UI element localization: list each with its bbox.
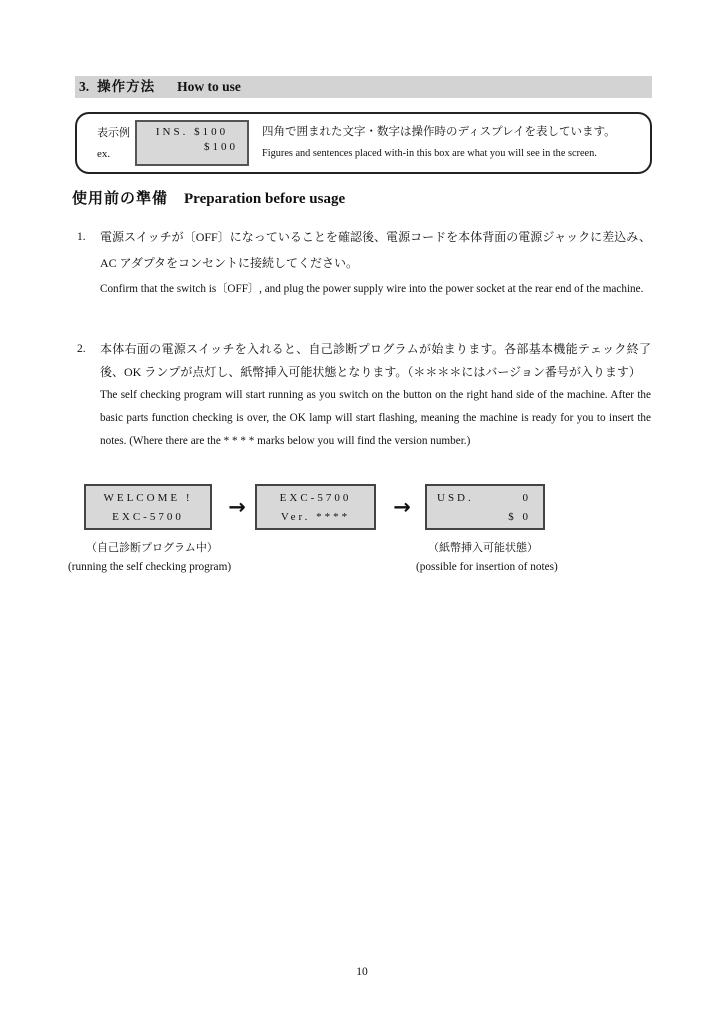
section-title-en: How to use bbox=[177, 79, 241, 94]
legend-description-en: Figures and sentences placed with-in this box are what you will see in the screen. bbox=[262, 148, 597, 159]
right-arrow-icon: → bbox=[393, 495, 411, 519]
subsection-heading bbox=[72, 187, 345, 208]
lcd-welcome-line2: EXC-5700 bbox=[112, 511, 184, 523]
lcd-version-line2: Ver. **** bbox=[280, 511, 351, 523]
step-2-text-en: The self checking program will start running as you switch on the button on the right hand side of the machine. After the basic parts function checking is over, the OK lamp will start flashing, meaning the machine is ready for you to insert the notes. (Where there are the * * * * marks below you will find the version number.) bbox=[100, 389, 651, 447]
step-2-number: 2. bbox=[77, 343, 86, 355]
subsection-heading-jp: 使用前の準備 bbox=[72, 191, 169, 207]
lcd-display-ready bbox=[425, 484, 545, 530]
caption-ready-en: (possible for insertion of notes) bbox=[416, 561, 558, 573]
step-1-text-jp: 電源スイッチが〔OFF〕になっていることを確認後、電源コードを本体背面の電源ジャックに差込み、AC アダプタをコンセントに接続してください。 bbox=[100, 230, 651, 270]
lcd-ready-currency: USD. bbox=[437, 492, 474, 504]
caption-self-check-jp: （自己診断プログラム中） bbox=[86, 542, 218, 554]
lcd-ready-line1 bbox=[427, 489, 543, 508]
step-2-text-jp: 本体右面の電源スイッチを入れると、自己診断プログラムが始まります。各部基本機能テェック終了後、OK ランプが点灯し、紙幣挿入可能状態となります。（＊＊＊＊にはバージョン番号が入ります） bbox=[100, 342, 651, 379]
example-lcd-line2: $100 bbox=[204, 141, 238, 153]
caption-ready-jp: （紙幣挿入可能状態） bbox=[428, 542, 538, 554]
legend-label-en: ex. bbox=[97, 148, 111, 160]
legend-description-jp: 四角で囲まれた文字・数字は操作時のディスプレイを表しています。 bbox=[262, 126, 616, 138]
lcd-ready-count: 0 bbox=[522, 492, 531, 504]
step-1-text-en: Confirm that the switch is〔OFF〕, and plug the power supply wire into the power socket at the rear end of the machine. bbox=[100, 283, 644, 295]
step-1-body bbox=[100, 224, 651, 302]
lcd-welcome-line1: WELCOME ! bbox=[103, 492, 193, 504]
example-lcd-display bbox=[135, 120, 249, 166]
caption-self-check-en: (running the self checking program) bbox=[68, 561, 232, 573]
page-number: 10 bbox=[356, 966, 368, 978]
example-lcd-line1: INS. $100 bbox=[155, 126, 229, 138]
subsection-heading-en: Preparation before usage bbox=[184, 191, 346, 207]
lcd-display-welcome bbox=[84, 484, 212, 530]
step-1-number: 1. bbox=[77, 231, 86, 243]
section-title-bar bbox=[75, 76, 652, 98]
section-number: 3. bbox=[79, 79, 90, 94]
section-title-jp: 操作方法 bbox=[97, 79, 156, 94]
legend-label-jp: 表示例 bbox=[97, 127, 130, 139]
step-2-body bbox=[100, 338, 651, 453]
lcd-display-version bbox=[255, 484, 376, 530]
lcd-version-line1: EXC-5700 bbox=[279, 492, 352, 504]
right-arrow-icon: → bbox=[228, 495, 246, 519]
display-legend-box bbox=[75, 112, 652, 174]
lcd-ready-line2: $ 0 bbox=[508, 511, 531, 523]
